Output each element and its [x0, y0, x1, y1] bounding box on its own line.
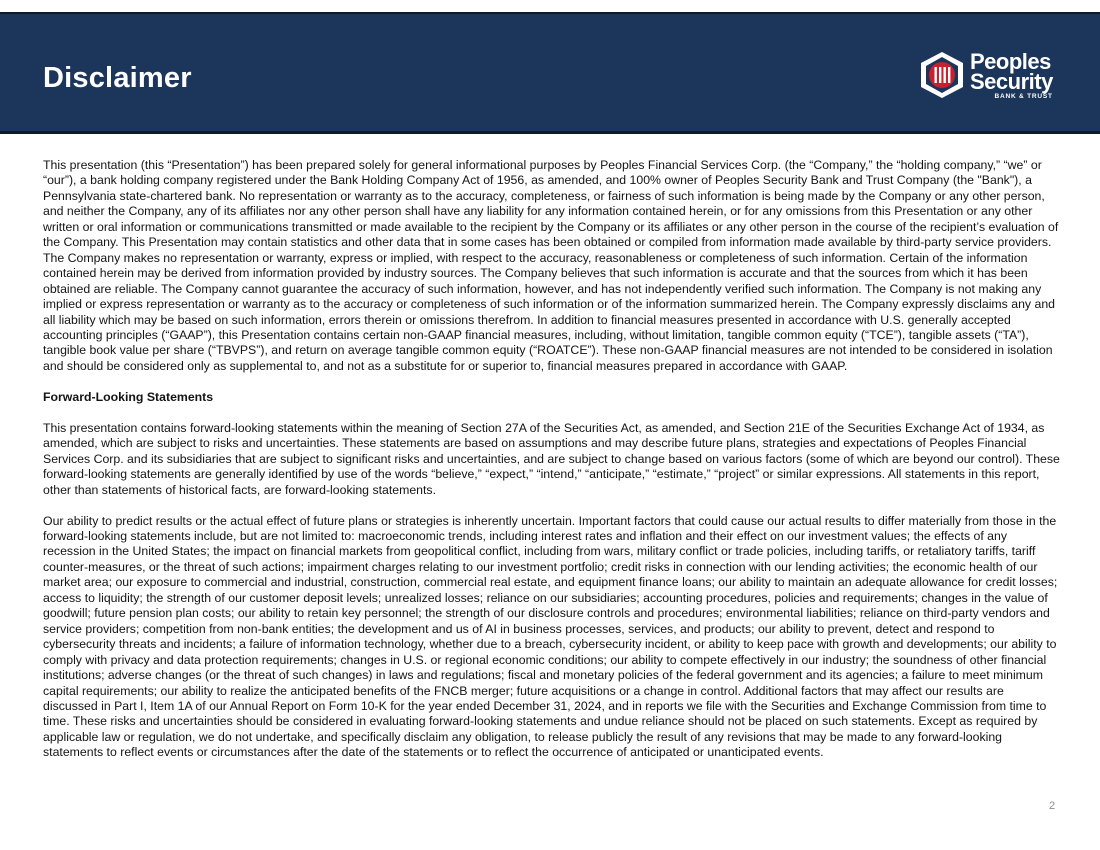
logo-wordmark	[970, 49, 1053, 100]
header-banner	[0, 12, 1100, 134]
page-number: 2	[1049, 800, 1056, 812]
page-title: Disclaimer	[43, 62, 192, 94]
logo-line-2: Security	[970, 69, 1053, 94]
logo-subtitle: BANK & TRUST	[994, 93, 1053, 100]
shield-columns-icon	[918, 50, 966, 100]
logo-line-1: Peoples	[970, 49, 1051, 74]
peoples-security-logo	[918, 50, 1073, 114]
forward-looking-paragraph: This presentation contains forward-looking statements within the meaning of Section 27A of the Securities Act, as amended, and Section 21E of the Securities Exchange Act of 1934, as amended, which are subject to risks and uncertainties. These statements are based on assumptions and may describe future plans, strategies and expectations of Peoples Financial Services Corp. and its subsidiaries that are subject to significant risks and uncertainties, and are subject to change based on various factors (some of which are beyond our control). These forward-looking statements are generally identified by use of the words “believe,” “expect,” “intend,” “anticipate,” “estimate,” “project” or similar expressions. All statements in this report, other than statements of historical facts, are forward-looking statements.	[43, 420, 1060, 497]
disclaimer-body	[43, 158, 1061, 761]
risk-factors-paragraph: Our ability to predict results or the actual effect of future plans or strategies is inherently uncertain. Important factors that could cause our actual results to differ materially from those in the forward-looking statements include, but are not limited to: macroeconomic trends, including interest rates and inflation and their effect on our investment values; the effects of any recession in the United States; the impact on financial markets from geopolitical conflict, including from wars, military conflict or trade policies, including tariffs, or retaliatory tariffs, tariff counter-measures, or the threat of such actions; impairment charges relating to our investment portfolio; credit risks in connection with our lending activities; the economic health of our market area; our exposure to commercial and industrial, construction, commercial real estate, and equipment finance loans; our ability to maintain an adequate allowance for credit losses; access to liquidity; the strength of our customer deposit levels; unrealized losses; reliance on our subsidiaries; accounting procedures, policies and requirements; changes in the value of goodwill; future pension plan costs; our ability to retain key personnel; the strength of our disclosure controls and procedures; environmental liabilities; reliance on third-party vendors and service providers; competition from non-bank entities; the development and us of AI in business processes, services, and products; our ability to prevent, detect and respond to cybersecurity threats and incidents; a failure of information technology, whether due to a breach, cybersecurity incident, or ability to keep pace with growth and developments; our ability to comply with privacy and data protection requirements; changes in U.S. or regional economic conditions; our ability to compete effectively in our industry; the soundness of other financial institutions; adverse changes (or the threat of such changes) in laws and regulations; fiscal and monetary policies of the federal government and its agencies; a failure to meet minimum capital requirements; our ability to realize the anticipated benefits of the FNCB merger; future acquisitions or a change in control. Additional factors that may affect our results are discussed in Part I, Item 1A of our Annual Report on Form 10-K for the year ended December 31, 2024, and in reports we file with the Securities and Exchange Commission from time to time. These risks and uncertainties should be considered in evaluating forward-looking statements and undue reliance should not be placed on such statements. Except as required by applicable law or regulation, we do not undertake, and specifically disclaim any obligation, to release publicly the result of any revisions that may be made to any forward-looking statements to reflect events or circumstances after the date of the statements or to reflect the occurrence of anticipated or unanticipated events.	[43, 513, 1058, 760]
forward-looking-heading: Forward-Looking Statements	[43, 389, 214, 404]
disclaimer-paragraph: This presentation (this “Presentation”) has been prepared solely for general informational purposes by Peoples Financial Services Corp. (the “Company,” the “holding company,” “we” or “our”), a bank holding company registered under the Bank Holding Company Act of 1956, as amended, and 100% owner of Peoples Security Bank and Trust Company (the "Bank"), a Pennsylvania state-chartered bank. No representation or warranty as to the accuracy, completeness, or fairness of such information is being made by the Company or any other person, and neither the Company, any of its affiliates nor any other person shall have any liability for any information contained herein, or for any omissions from this Presentation or any other written or oral information or communications transmitted or made available to the recipient by the Company or its affiliates or any other person in the course of the recipient’s evaluation of the Company. This Presentation may contain statistics and other data that in some cases has been obtained or compiled from information made available by third-party service providers. The Company makes no representation or warranty, express or implied, with respect to the accuracy, reasonableness or completeness of such information. Certain of the information contained herein may be derived from information provided by industry sources. The Company believes that such information is accurate and that the sources from which it has been obtained are reliable. The Company cannot guarantee the accuracy of such information, however, and has not independently verified such information. The Company is not making any implied or express representation or warranty as to the accuracy or completeness of such information or of the information summarized herein. The Company expressly disclaims any and all liability which may be based on such information, errors therein or omissions therefrom. In addition to financial measures presented in accordance with U.S. generally accepted accounting principles (“GAAP”), this Presentation contains certain non-GAAP financial measures, including, without limitation, tangible common equity (“TCE”), tangible assets (“TA”), tangible book value per share (“TBVPS”), and return on average tangible common equity (“ROATCE”). These non-GAAP financial measures are not intended to be considered in isolation and should be considered only as supplemental to, and not as a substitute for or superior to, financial measures prepared in accordance with GAAP.	[43, 158, 1059, 373]
